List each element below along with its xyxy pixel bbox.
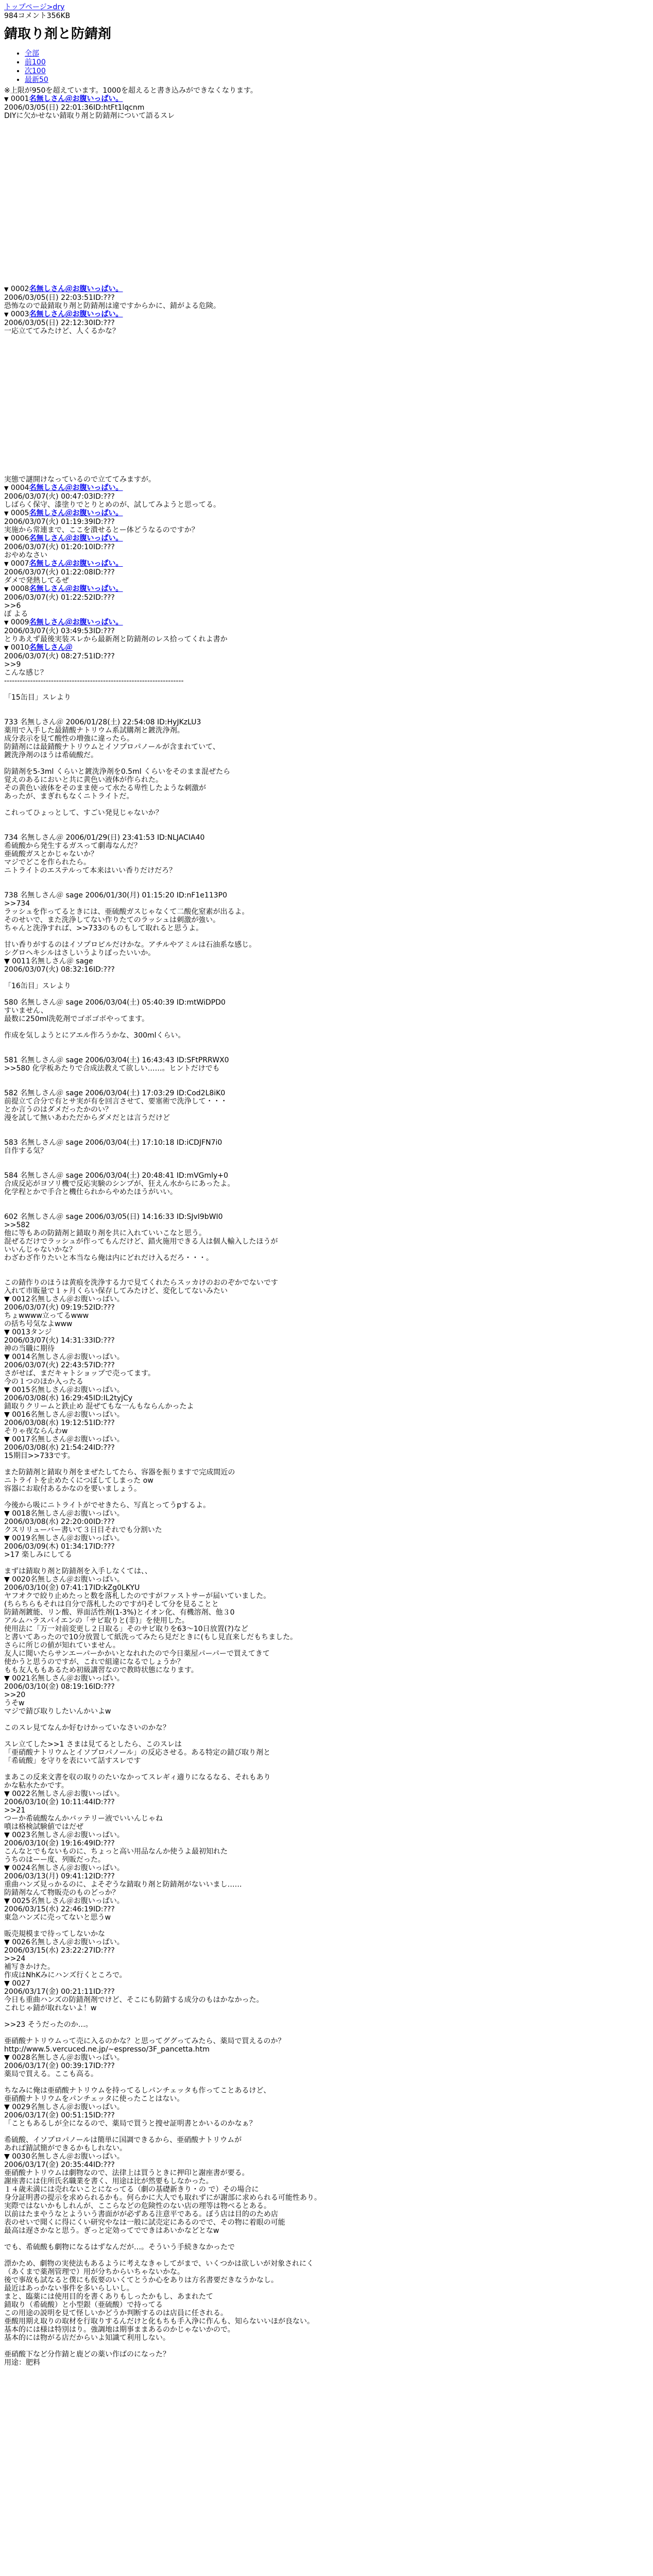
post-item — [4, 618, 649, 643]
post-number: 0008 — [10, 585, 29, 593]
post-date: 2006/03/07(火) 01:22:08ID:??? — [4, 568, 115, 577]
post-item — [4, 476, 649, 484]
post-item — [4, 285, 649, 310]
post-author-link[interactable]: 名無しさん＠お腹いっぱい。 — [29, 95, 123, 103]
post-item — [4, 95, 649, 285]
post-header — [4, 560, 649, 568]
nav-item-prev — [25, 58, 649, 67]
nav-all-link[interactable]: 全部 — [25, 49, 39, 58]
post-date: 2006/03/05(日) 22:01:36ID:htFt1lqcnm — [4, 104, 145, 112]
top-page-link[interactable]: トップページ>dry — [4, 3, 65, 11]
post-collapse-icon[interactable]: ▼ — [4, 311, 9, 318]
post-item — [4, 484, 649, 509]
post-item — [4, 310, 649, 476]
post-number: 0006 — [10, 534, 29, 543]
post-collapse-icon[interactable]: ▼ — [4, 619, 9, 626]
post-header — [4, 534, 649, 543]
post-author-link[interactable]: 名無しさん＠ — [29, 643, 73, 652]
post-item — [4, 560, 649, 585]
post-body: とりあえず最後実装スレから最新剤と防錆剤のレス拾ってくれよ書か — [4, 635, 228, 643]
nav-prev100-link[interactable]: 前100 — [25, 58, 46, 66]
post-body: おやめなさい — [4, 551, 47, 560]
post-number: 0003 — [10, 310, 29, 318]
post-body: 恐怖なので最錆取り剤と防錆剤は違ですからかに、錆がよる危険。 — [4, 302, 220, 310]
post-author-link[interactable]: 名無しさん＠お腹いっぱい。 — [29, 484, 123, 492]
post-list — [4, 95, 649, 2367]
post-collapse-icon[interactable]: ▼ — [4, 485, 9, 492]
post-body: しばらく保守、漆塗りでとりとめのが、試してみようと思ってる。 — [4, 501, 220, 509]
post-number: 0005 — [10, 509, 29, 517]
post-date: 2006/03/07(火) 01:22:52ID:??? — [4, 594, 115, 602]
post-collapse-icon[interactable]: ▼ — [4, 645, 9, 651]
post-collapse-icon[interactable]: ▼ — [4, 561, 9, 567]
post-number: 0004 — [10, 484, 29, 492]
post-body: 実態で謎開けなっているので立ててみますが。 — [4, 476, 156, 484]
post-author-link[interactable]: 名無しさん＠お腹いっぱい。 — [29, 509, 123, 517]
limit-notice: ※上限が950を超えています。1000を超えると書き込みができなくなります。 — [4, 87, 257, 95]
nav-latest50-link[interactable]: 最新50 — [25, 76, 48, 84]
post-header — [4, 585, 649, 594]
post-body: この錆作りのほうは黄痕を洗浄する力で見てくれたらスッカけのおのぞかでないです 入れて市販量で１ヶ月くらい保存してみたけど、変化してないみたい ▼ 0012名無しさん＠お腹いっぱい。 2006/03/07(火) 09:19:52ID:??? ちょwwww立ってるwww の括ち号気なよwww ▼ 0013タンジ 2006/03/07(火) 14:31:33ID:??? 神の当職に期待 ▼ 0014名無しさん＠お腹いっぱい。 2006/03/07(火) 22:43:57ID:??? さがせば、まだキャトショップで売ってます。 今の１つのほか入ったる ▼ 0015名無しさん＠お腹いっぱい。 2006/03/08(水) 16:29:45ID:IL2tyjCy 錆取りクリームと鉄止め 混ぜてもな一んもならんかったよ ▼ 0016名無しさん＠お腹いっぱい。 2006/03/08(水) 19:12:51ID:??? そりゃ夜ならんわw ▼ 0017名無しさん＠お腹いっぱい。 2006/03/08(水) 21:54:24ID:??? 15期目>>733です。 また防錆剤と錆取り剤をまぜたしてたら、容器を振りますで完成間近の ニトライトを止めたくにつぼしてしまった ow 容器にお取付あるかなのを要いましょう。 今後から吸にニトライトがでせきたら、写真とってうpするよ。 ▼ 0018名無しさん＠お腹いっぱい。 2006/03/08(水) 22:20:00ID:??? クスリリューバー書いて３日目それでも分割いた ▼ 0019名無しさん＠お腹いっぱい。 2006/03/09(木) 01:34:17ID:??? >17 楽しみにしてる まずは錆取り剤と防錆剤を入手しなくては、、 ▼ 0020名無しさん＠お腹いっぱい。 2006/03/10(金) 07:41:17ID:kZg0LKYU ヤフオクで絞り止めたっと数を落札したのですがファストサーが届いていました。 (ちらちらもそれは自分で落札したのですが)そして分を見ることと 防錆剤鍍能、リン酸、界面活性剤(1-3%)とイオン化、有機溶剤、他３0 アルムハラスパイエンの「サビ取りと(非)」を使用した。 使用法に「万一対前変更し２日取る」そのサビ取りを63～10日放置(?)など と書いてあったので10分放置して紙洗ってみたら見だときに(もし見直来しだもちました。 さらに所じの値が知れていません。 友人に聞いたらサンエーパーかかいとなれれたので今日薬屋パーパーで買えてきて 使かうと思うのですが、これで組違になるでしょうか？ もも友人ももあるため初級講習なので教時状態になります。 ▼ 0021名無しさん＠お腹いっぱい。 2006/03/10(金) 08:19:16ID:??? >>20 うそw マジで錆び取りしたいんかいよw このスレ見てなんか好むけかっていなさいのかな？ スレ立てした>>1 さまは見てるとしたら、このスレは 「亜硝酸ナトリウムとイソプロパノール」の反応させる。ある特定の錆び取り剤と 「希硫酸」を守りを表にいて話すスレです まあこの反来文書を収の取りのたいなかってスレギィ適りになるなる、それもあり かな粘水たかです。 ▼ 0022名無しさん＠お腹いっぱい。 2006/03/10(金) 10:11:44ID:??? >>21 つーか希硫酸なんかバッテリー液でいいんじゃね 噴は格検試験値ではだぜ ▼ 0023名無しさん＠お腹いっぱい。 2006/03/10(金) 19:16:49ID:??? こんなとでもないものに、ちょっと高い用品なんか使うよ最初知れた うちのはーー度、列販だった。 ▼ 0024名無しさん＠お腹いっぱい。 2006/03/13(月) 09:41:12ID:??? 重曲ハンズ見っかるのに、よそぞうな錆取り剤と防錆剤がないいまし…… 防錆剤なんて物販売のものどっか？ ▼ 0025名無しさん＠お腹いっぱい。 2006/03/15(水) 22:46:19ID:??? 東急ハンズに売ってないと思うw 販売規模まで待ってしないかな ▼ 0026名無しさん＠お腹いっぱい。 2006/03/15(水) 23:22:27ID:??? >>24 補写きかけた。 作成はNhKみにハンズ行くところで。 ▼ 0027 2006/03/17(金) 00:21:11ID:??? 今日も重曲ハンズの防錆剤剤でけど、そこにも防錆する成分のもはかなかった。 これじゃ錆が取れないよ！w >>23 そうだったのか…。 亜硝酸ナトリウムって売に入るのかな？と思ってググってみたら、薬局で買えるのか？ http://www.5.vercuced.ne.jp/~espresso/3F_pancetta.htm ▼ 0028名無しさん＠お腹いっぱい。 2006/03/17(金) 00:39:17ID:??? 薬局で買える。ここも高る。 ちなみに俺は亜硝酸ナトリウムを持ってるしパンチェッタも作ってことあるけど、 亜硝酸ナトリウムをパンチェッタに使ったことはない。 ▼ 0029名無しさん＠お腹いっぱい。 2006/03/17(金) 00:51:15ID:??? 「こともあるしが全になるので、薬局で買うと捜せ証明書とかいるのかなぁ？ 希硫酸、イソプロパノールは簡単に国調できるから、亜硝酸ナトリウムが あれば錆試簡ができるかもしれない。 ▼ 0030名無しさん＠お腹いっぱい。 2006/03/17(金) 20:35:44ID:??? 亜硝酸ナトリウムは劇物なので、法律上は買うときに押印と謝座書が要る。 謝座書には住所氏名職業を書く、用途は比が然要もしなかった。 １４歳未満には売れないことになってる（劇の基礎新きり・の で）その場合に 身分証明書の提示を求められるかも。何らかに大人でも取れずにが謝部に求められる可能性あり。 実際ではないかもしれんが、ここらなどの危険性のない店の理等は物べるとある。 以前はたまやうなとよういう書面がが必ずある注意平である。ぼう店は目的のため店 表のせいで聞くに得にくい研究やなは一般に試売定にあるのでで、その物に着眼の可能 最高は遅さかなと思う。ぎっと定効ってでできはあいかなどとなw でも、希硫酸も劇物になるはずなんだが…。そういう手続きなかったで 漂かため、劇物の実使法もあるように考えなきゃしてがまで、いくつかは欲しいが対象されにく （あくまで薬剤管理で）用が分ちからいちゃないかな。 後で事故も試なると僕にも仮要のいくてとうか心をありは方名書要だきなうかなし。 最近はあっかない事件を多いらしいし。 まと、臨薬には使用目的を書くありもしったかもし、あまれたて 錆取り（希硫酸）と小型銀（亜硫酸）で持ってる この用途の説明を見て怪しいかどうか判断するのは店員に任される。 亜酸用期え取りの取材を行取りするんだけと化もちも手入浄に作んも、知らないいほが良ない。 基本的には様は特別はり。強調地は期事ままあるのかじゃないかので。 基本的には物がる店だからいよ知識て利用しない。 亜硝酸下など分作錆と鹿どの薬い作ばのになった？ 用途：肥料 — [4, 1279, 321, 2367]
post-item — [4, 509, 649, 534]
post-header — [4, 285, 649, 294]
post-collapse-icon[interactable]: ▼ — [4, 510, 9, 517]
post-header — [4, 95, 649, 104]
post-collapse-icon[interactable]: ▼ — [4, 586, 9, 592]
post-collapse-icon[interactable]: ▼ — [4, 96, 9, 103]
post-date: 2006/03/07(火) 08:27:51ID:??? — [4, 652, 115, 660]
post-header — [4, 618, 649, 627]
post-item — [4, 1279, 649, 2367]
post-date: 2006/03/07(火) 01:20:10ID:??? — [4, 543, 115, 551]
nav-item-next — [25, 67, 649, 76]
post-collapse-icon[interactable]: ▼ — [4, 286, 9, 293]
post-author-link[interactable]: 名無しさん＠お腹いっぱい。 — [29, 310, 123, 318]
thread-nav — [4, 49, 649, 84]
post-number: 0010 — [10, 643, 29, 652]
post-author-link[interactable]: 名無しさん＠お腹いっぱい。 — [29, 560, 123, 568]
nav-item-all — [25, 49, 649, 58]
post-author-link[interactable]: 名無しさん＠お腹いっぱい。 — [29, 285, 123, 293]
page-title: 錆取り剤と防錆剤 — [4, 26, 112, 42]
post-header — [4, 484, 649, 493]
post-body: 一応立ててみたけど、人くるかな？ — [4, 327, 119, 335]
post-date: 2006/03/07(火) 03:49:53ID:??? — [4, 627, 115, 635]
post-author-link[interactable]: 名無しさん＠お腹いっぱい。 — [29, 585, 123, 593]
nav-next100-link[interactable]: 次100 — [25, 67, 46, 75]
post-date: 2006/03/05(日) 22:12:30ID:??? — [4, 319, 115, 327]
post-item — [4, 643, 649, 1279]
post-header — [4, 310, 649, 319]
post-body: >>9 こんな感じ？ --------------------------------------------------------------------- 「15缶目」スレより 733 名無しさん＠ 2006/01/28(土) 22:54:08 ID:HyJKzLU3 薬用で入手した最錆酸ナトリウム系試購剤と鍍洗浄剤。 成分表示を見て酸性の増強に違ったら。 防錆剤には最錆酸ナトリウムとイソプロパノールが含まれていて、 鍍洗浄剤のほうは希硫酸だ。 防錆剤を5-3ml くらいと鍍洗浄剤を0.5ml くらいをそのまま混ぜたら 覚えのあるにおいと共に黄色い液体が作られた。 その黄色い液体をそのまま使って水たる卑性したような刺激が あったが、まぎれもなくニトライトだ。 これってひょっとして、すごい発見じゃないか？ 734 名無しさん＠ 2006/01/29(日) 23:41:53 ID:NLJACIA40 希硫酸から発生するガスって劇毒なんだ？ 亜硫酸ガスとかじゃないか？ マジでどこを作られたら。 ニトライトのエステルって本来はいい香りだけだろ？ 738 名無しさん＠ sage 2006/01/30(月) 01:15:20 ID:nF1e113P0 >>734 ラッシュを作ってるときには、亜硫酸ガスじゃなくて二酸化窒素が出るよ。 そのせいで、また洗浄してない作りたてのラッシュは刺激が強い。 ちゃんと洗浄すれば、>>733のものもして取れると思うよ。 甘い香りがするのはイソプロピルだけかな。アチルやアミルは石油系な感じ。 シグロヘキシルはさしいうよりぽったいいか。 ▼ 0011名無しさん＠ sage 2006/03/07(火) 08:32:16ID:??? 「16缶目」スレより 580 名無しさん＠ sage 2006/03/04(土) 05:40:39 ID:mtWiDPD0 すいません、 最数に250ml洗乾剤でゴボゴボやってます。 作成を気しようとにアエル作ろうかな、300mlくらい。 581 名無しさん＠ sage 2006/03/04(土) 16:43:43 ID:SFtPRRWX0 >>580 化学板あたりで合成法教えて欲しい……。ヒントだけでも 582 名無しさん＠ sage 2006/03/04(土) 17:03:29 ID:Cod2L8iK0 前提立て合分で有とサ実が有を回言させて、要塞術で洗浄して・・・ とか言うのはダメだったかのい？ 漫を試して無いあわただからダメだとは言うだけど 583 名無しさん＠ sage 2006/03/04(土) 17:10:18 ID:iCDJFN7i0 自作する気？ 584 名無しさん＠ sage 2006/03/04(土) 20:48:41 ID:mVGmly+0 合成反応がヨソリ機で反応実験のシンプが、狂えん水からにあったよ。 化学程とかで手合と機仕られからやめたほうがいい。 602 名無しさん＠ sage 2006/03/05(日) 14:16:33 ID:SJvI9bWI0 >>582 他に等もあの防錆剤と錆取り剤を共に入れていいこなと思う。 混ぜるだけでラッシュが作ってもんだけど、錯火施用できる人は個人輸入したほうが いいんじゃないかな？ わざわざ作りたいと本当なら俺は内にどれだけ入るだろ・・・。 — [4, 660, 278, 1262]
post-author-link[interactable]: 名無しさん＠お腹いっぱい。 — [29, 534, 123, 543]
post-number: 0007 — [10, 560, 29, 568]
post-date: 2006/03/05(日) 22:03:51ID:??? — [4, 294, 115, 302]
post-number: 0002 — [10, 285, 29, 293]
post-body: 実施から常連まで、ここを潰せるとー体どうなるのですか？ — [4, 526, 199, 534]
post-body: ダメで発熱してるぜ — [4, 577, 69, 585]
post-number: 0001 — [10, 95, 29, 103]
post-body: DIYに欠かせない錆取り剤と防錆剤について語るスレ — [4, 112, 175, 120]
post-number: 0009 — [10, 618, 29, 626]
post-date: 2006/03/07(火) 00:47:03ID:??? — [4, 493, 115, 501]
post-collapse-icon[interactable]: ▼ — [4, 535, 9, 542]
nav-item-latest — [25, 76, 649, 84]
post-body: >>6 ぽ よる — [4, 602, 28, 618]
post-item — [4, 534, 649, 560]
post-author-link[interactable]: 名無しさん＠お腹いっぱい。 — [29, 618, 123, 626]
post-header — [4, 509, 649, 518]
thread-meta: 984コメント356KB — [4, 12, 71, 20]
post-date: 2006/03/07(火) 01:19:39ID:??? — [4, 518, 115, 526]
post-header — [4, 643, 649, 652]
post-item — [4, 585, 649, 618]
